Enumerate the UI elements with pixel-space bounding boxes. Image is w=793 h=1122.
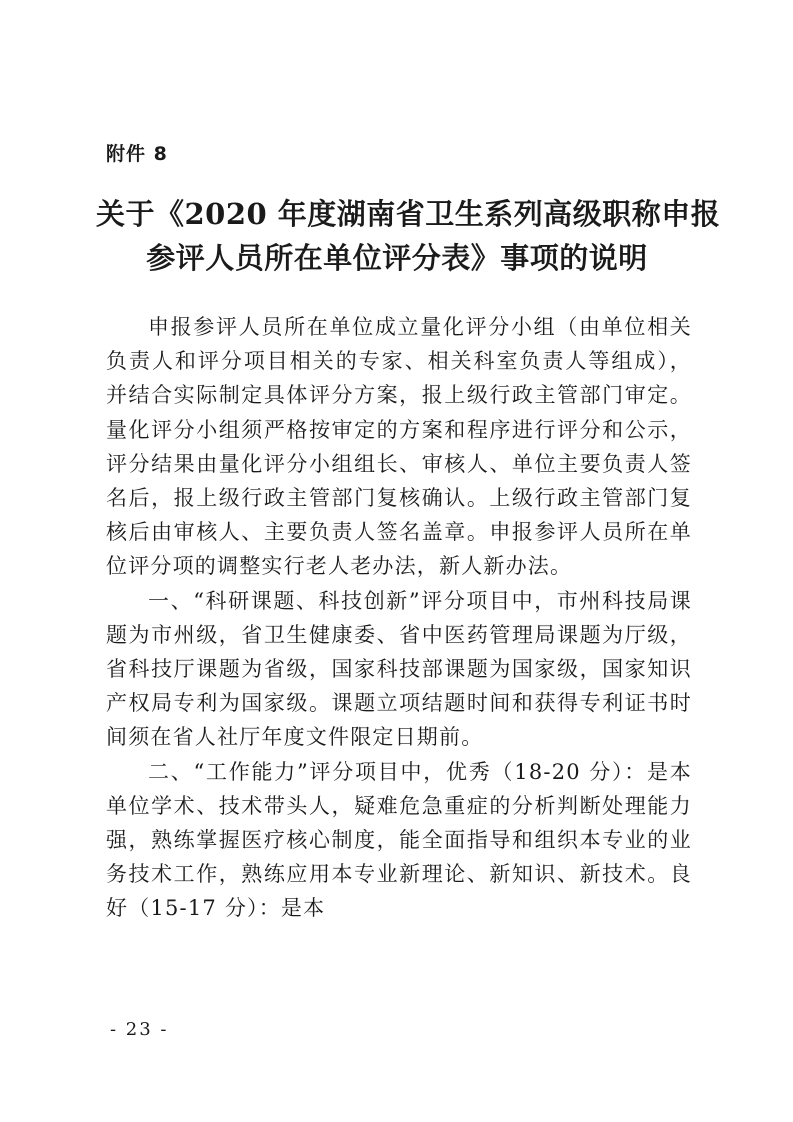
paragraph-intro: 申报参评人员所在单位成立量化评分小组（由单位相关负责人和评分项目相关的专家、相关科室负责人等组成），并结合实际制定具体评分方案，报上级行政主管部门审定。量化评分小组须严格按审定的方案和程序进行评分和公示，评分结果由量化评分小组组长、审核人、单位主要负责人签名后，报上级行政主管部门复核确认。上级行政主管部门复核后由审核人、主要负责人签名盖章。申报参评人员所在单位评分项的调整实行老人老办法，新人新办法。 <box>106 315 692 579</box>
page-number: - 23 - <box>110 1019 169 1040</box>
title-line-1: 关于《2020 年度湖南省卫生系列高级职称申报 <box>96 197 721 231</box>
attachment-label: 附件 8 <box>106 143 168 165</box>
title-line-2: 参评人员所在单位评分表》事项的说明 <box>146 241 648 275</box>
paragraph-item-1: 一、“科研课题、科技创新”评分项目中，市州科技局课题为市州级，省卫生健康委、省中医药管理局课题为厅级，省科技厅课题为省级，国家科技部课题为国家级，国家知识产权局专利为国家级。课题立项结题时间和获得专利证书时间须在省人社厅年度文件限定日期前。 <box>106 588 692 750</box>
document-body <box>106 310 692 926</box>
document-title <box>96 192 721 280</box>
paragraph-item-2: 二、“工作能力”评分项目中，优秀（18-20 分）：是本单位学术、技术带头人，疑难危急重症的分析判断处理能力强，熟练掌握医疗核心制度，能全面指导和组织本专业的业务技术工作，熟练应用本专业新理论、新知识、新技术。良好（15-17 分）：是本 <box>106 759 692 921</box>
